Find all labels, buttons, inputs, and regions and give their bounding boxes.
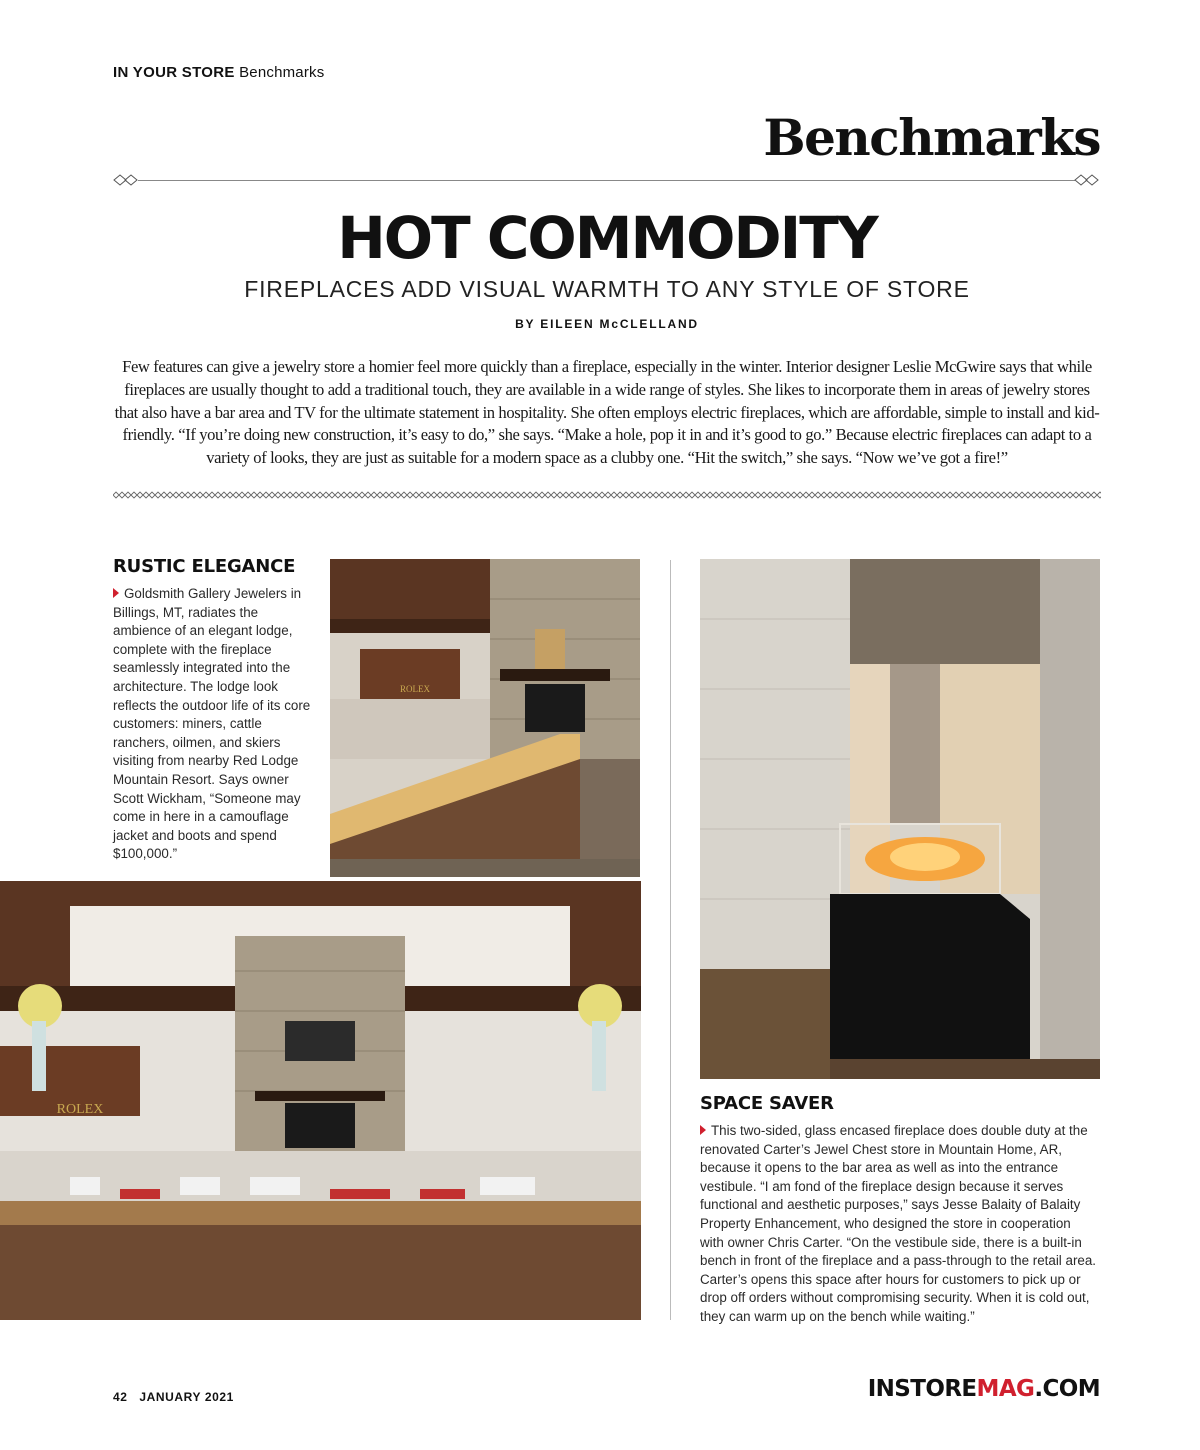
site-url[interactable] (868, 1376, 1100, 1402)
caption-arrow-icon (700, 1125, 706, 1135)
header-rule (138, 180, 1075, 181)
rustic-heading: RUSTIC ELEGANCE (113, 556, 296, 577)
running-head-section: IN YOUR STORE (113, 64, 235, 81)
saver-caption (700, 1122, 1098, 1327)
rolex-sign: ROLEX (400, 684, 430, 694)
folio: 42 JANUARY 2021 (113, 1390, 234, 1404)
site-url-c: .COM (1034, 1376, 1100, 1402)
intro-paragraph: Few features can give a jewelry store a homier feel more quickly than a fireplace, especially in the winter. Interior designer Leslie McGwire says that while fireplaces are usually thought to add a traditional touch, they are available in a wide range of styles. She likes to incorporate them in areas of jewelry stores that also have a bar area and TV for the ultimate statement in hospitality. She often employs electric fireplaces, which are affordable, simple to install and kid-friendly. “If you’re doing new construction, it’s easy to do,” she says. “Make a hole, pop it in and it’s good to go.” Because electric fireplaces can adapt to a variety of looks, they are just as suitable for a modern space as a clubby one. “Hit the switch,” she says. “Now we’ve got a fire!” (114, 357, 1100, 468)
rolex-sign-large: ROLEX (56, 1102, 104, 1117)
glass-fireplace-photo (700, 559, 1100, 1079)
running-head (113, 64, 324, 81)
rustic-caption (113, 585, 318, 864)
byline: BY EILEEN McCLELLAND (515, 317, 699, 331)
zigzag-divider (113, 490, 1101, 500)
store-interior-photo (330, 559, 640, 877)
deck: FIREPLACES ADD VISUAL WARMTH TO ANY STYLE OF STORE (244, 276, 970, 302)
column-divider (670, 560, 671, 1320)
rustic-caption-text: Goldsmith Gallery Jewelers in Billings, MT, radiates the ambience of an elegant lodge, complete with the fireplace seamlessly integrated into the architecture. The lodge look reflects the outdoor life of its core customers: miners, cattle ranchers, oilmen, and skiers visiting from nearby Red Lodge Mountain Resort. Says owner Scott Wickham, “Someone may come in here in a camouflage jacket and boots and spend $100,000.” (113, 586, 311, 862)
headline: HOT COMMODITY (337, 204, 877, 272)
section-title: Benchmarks (763, 108, 1100, 167)
caption-arrow-icon (113, 588, 119, 598)
site-url-a: INSTORE (867, 1376, 977, 1402)
saver-caption-text: This two-sided, glass encased fireplace does double duty at the renovated Carter’s Jewel Chest store in Mountain Home, AR, because it opens to the bar area as well as into the entrance vestibule. “I am fond of the fireplace design because it serves functional and aesthetic purposes,” says Jesse Balaity of Balaity Property Enhancement, who designed the store in cooperation with owner Chris Carter. “On the vestibule side, there is a built-in bench in front of the fireplace and a pass-through to the retail area. Carter’s opens this space after hours for customers to pick up or drop off orders without compromising security. When it is cold out, they can warm up on the bench while waiting.” (700, 1123, 1097, 1324)
site-url-b: MAG (976, 1376, 1035, 1402)
showroom-photo (0, 881, 641, 1320)
saver-heading: SPACE SAVER (700, 1093, 834, 1114)
running-head-subsection: Benchmarks (239, 64, 325, 81)
diamond-ornament-icon (1072, 173, 1102, 187)
